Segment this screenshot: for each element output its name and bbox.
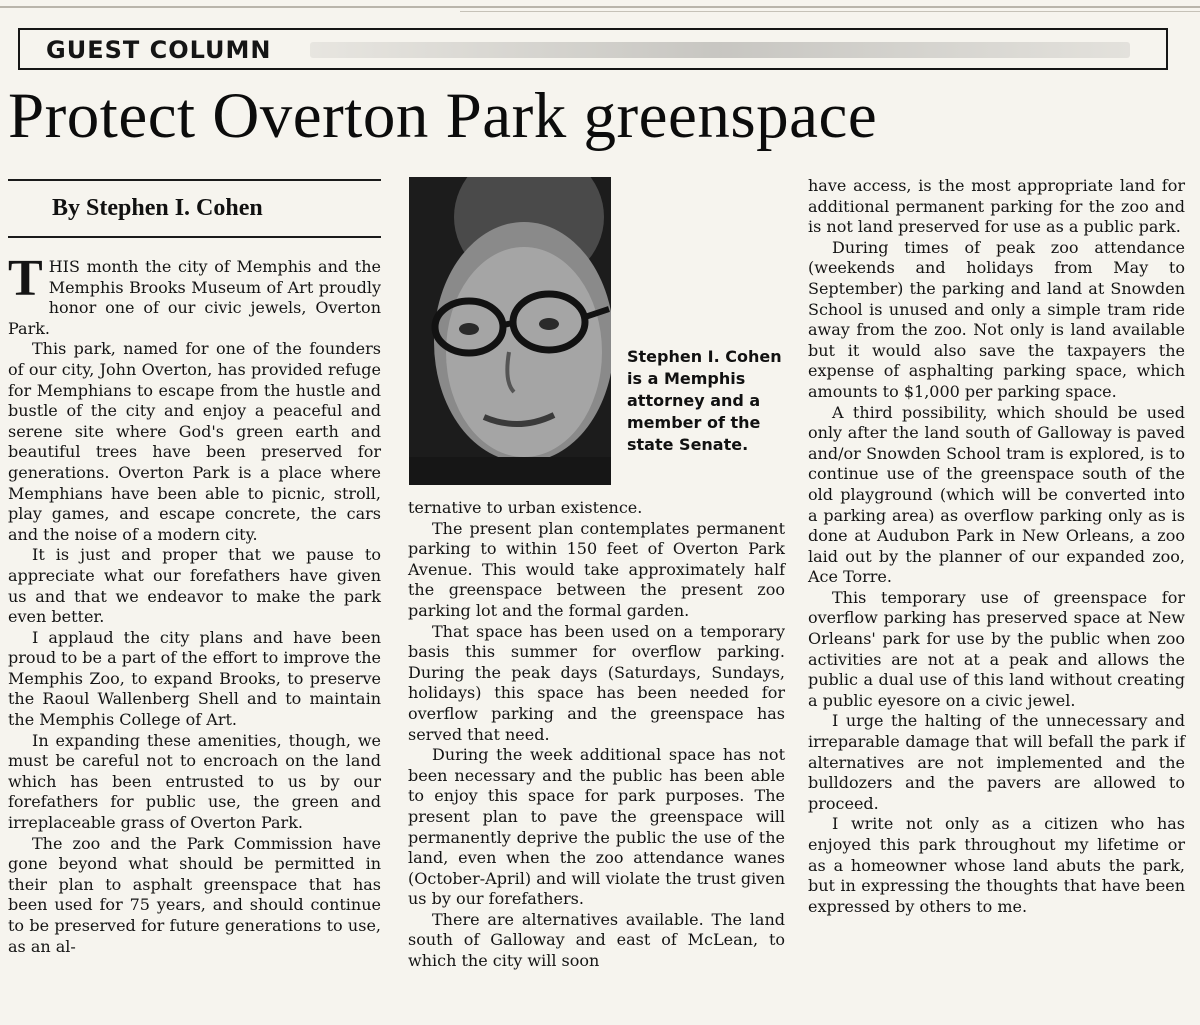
drop-cap: T <box>8 250 43 307</box>
paragraph: The zoo and the Park Commission have gone beyond what should be permitted in their plan to asphalt greenspace that has been used for 75 years, and should continue to be preserved for future generations to use, as an al- <box>8 833 381 956</box>
paragraph: A third possibility, which should be used only after the land south of Galloway is paved and/or Snowden School tram is explored, is to continue use of the greenspace south of the old playground (which will be converted into a parking area) as overflow parking only as is done at Audubon Park in New Orleans, a zoo laid out by the planner of our expanded zoo, Ace Torre. <box>808 402 1185 587</box>
byline-rule-top <box>8 179 381 181</box>
byline: By Stephen I. Cohen <box>52 195 263 221</box>
top-border-line-secondary <box>460 11 1200 12</box>
photo-caption: Stephen I. Cohen is a Memphis attorney and a member of the state Senate. <box>627 347 782 454</box>
paragraph: THIS month the city of Memphis and the Memphis Brooks Museum of Art proudly honor one of our civic jewels, Overton Park. <box>8 250 381 338</box>
paragraph: I write not only as a citizen who has enjoyed this park throughout my lifetime or as a homeowner whose land abuts the park, but in expressing the thoughts that have been expressed by others to me. <box>808 814 1185 916</box>
paragraph: have access, is the most appropriate land for additional permanent parking for the zoo and is not land preserved for use as a public park. <box>808 176 1185 237</box>
paragraph: This temporary use of greenspace for overflow parking has preserved space at New Orleans' park for use by the public when zoo activities are not at a peak and allows the public a dual use of this land without creating a public eyesore on a civic jewel. <box>808 587 1185 710</box>
headline: Protect Overton Park greenspace <box>8 80 878 152</box>
section-banner <box>18 28 1168 70</box>
author-portrait-icon <box>409 177 611 485</box>
paragraph: In expanding these amenities, though, we must be careful not to encroach on the land which has been entrusted to us by our forefathers for public use, the green and irreplaceable grass of Overton Park. <box>8 730 381 833</box>
paragraph: There are alternatives available. The land south of Galloway and east of McLean, to which the city will soon <box>408 909 785 971</box>
paragraph: During the week additional space has not been necessary and the public has been able to enjoy this space for park purposes. The present plan to pave the greenspace will permanently deprive the public the use of the land, even when the zoo attendance wanes (October-April) and will violate the trust given us by our forefathers. <box>408 745 785 909</box>
paragraph: This park, named for one of the founders of our city, John Overton, has provided refuge for Memphians to escape from the hustle and bustle of the city and enjoy a peaceful and serene site where God's green earth and beautiful trees have been preserved for generations. Overton Park is a place where Memphians have been able to picnic, stroll, play games, and escape concrete, the cars and the noise of a modern city. <box>8 339 381 544</box>
top-border-line <box>0 6 1200 8</box>
article-column-2 <box>408 498 785 972</box>
section-label: GUEST COLUMN <box>46 36 272 64</box>
author-photo <box>409 177 611 485</box>
banner-print-smudge <box>310 42 1130 58</box>
article-column-3 <box>808 176 1185 917</box>
byline-rule-bottom <box>8 236 381 238</box>
paragraph: It is just and proper that we pause to appreciate what our forefathers have given us and that we endeavor to make the park even better. <box>8 545 381 627</box>
paragraph: The present plan contemplates permanent parking to within 150 feet of Overton Park Avenue. This would take approximately half the greenspace between the present zoo parking lot and the formal garden. <box>408 518 785 620</box>
paragraph: During times of peak zoo attendance (weekends and holidays from May to September) the parking and land at Snowden School is unused and only a simple tram ride away from the zoo. Not only is land available but it would also save the taxpayers the expense of asphalting parking space, which amounts to $1,000 per parking space. <box>808 237 1185 401</box>
article-column-1 <box>8 250 381 957</box>
paragraph: I applaud the city plans and have been proud to be a part of the effort to improve the Memphis Zoo, to expand Brooks, to preserve the Raoul Wallenberg Shell and to maintain the Memphis College of Art. <box>8 627 381 730</box>
paragraph: That space has been used on a temporary basis this summer for overflow parking. During the peak days (Saturdays, Sundays, holidays) this space has been needed for overflow parking and the greenspace has served that need. <box>408 621 785 744</box>
paragraph: ternative to urban existence. <box>408 498 643 517</box>
paragraph: I urge the halting of the unnecessary and irreparable damage that will befall the park if alternatives are not implemented and the bulldozers and the pavers are allowed to proceed. <box>808 711 1185 813</box>
